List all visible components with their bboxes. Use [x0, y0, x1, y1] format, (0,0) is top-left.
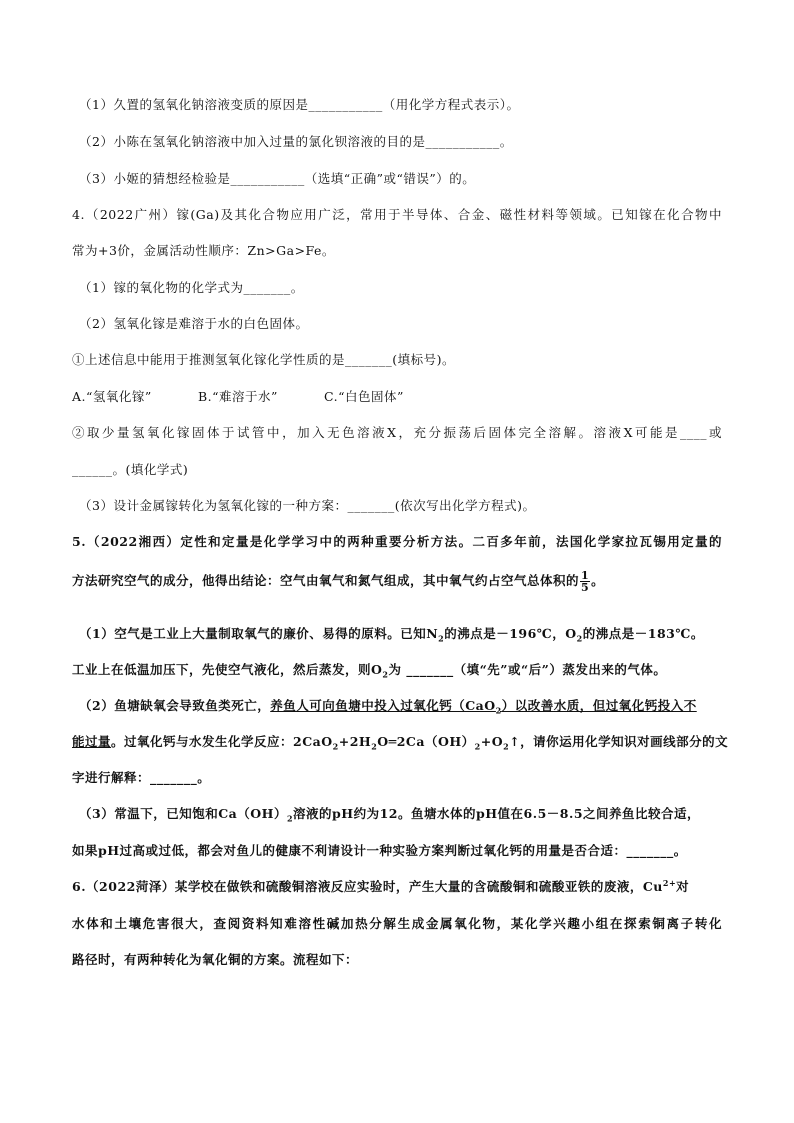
question-4-part-1: （1）镓的氧化物的化学式为_______。	[79, 280, 304, 295]
question-5-part-2-line-1	[79, 697, 729, 715]
text-segment: 对	[676, 879, 690, 894]
text-segment: 6.（2022菏泽）某学校在做铁和硫酸铜溶液反应实验时，产生大量的含硫酸铜和硫酸亚铁的废液，Cu	[72, 879, 663, 894]
text-segment: 养鱼人可向鱼塘中投入过氧化钙（CaO	[270, 698, 496, 713]
subscript: 2	[286, 813, 294, 824]
text-segment: 的沸点是－183℃。	[582, 626, 704, 641]
superscript: 2+	[662, 877, 677, 888]
question-4-stem-line-1: 4.（2022广州）镓(Ga)及其化合物应用广泛，常用于半导体、合金、磁性材料等领域。已知镓在化合物中	[72, 207, 722, 222]
option-a: A.“氢氧化镓”	[72, 389, 152, 404]
fraction-denominator: 5	[581, 581, 590, 594]
subscript: 2	[474, 741, 481, 752]
subscript: 2	[371, 741, 378, 752]
question-5-stem-line-2	[72, 570, 722, 593]
subscript: 2	[576, 633, 583, 644]
question-5-part-3-line-1	[79, 805, 729, 823]
underlined-text: 能过量	[72, 734, 112, 749]
question-6-stem-line-2: 水体和土壤危害很大，查阅资料知难溶性碱加热分解生成金属氧化物，某化学兴趣小组在探索铜离子转化	[72, 916, 722, 931]
subscript: 2	[503, 741, 510, 752]
option-b: B.“难溶于水”	[198, 389, 278, 404]
text-segment: +2H	[338, 734, 372, 749]
question-3-part-3: （3）小姬的猜想经检验是___________（选填“正确”或“错误”）的。	[79, 171, 476, 186]
question-4-subpart-2-line-1: ②取少量氢氧化镓固体于试管中，加入无色溶液X，充分振荡后固体完全溶解。溶液X可能是____或	[72, 425, 722, 440]
fraction-numerator: 1	[581, 569, 590, 582]
question-4-part-3: （3）设计金属镓转化为氢氧化镓的一种方案：_______(依次写出化学方程式)。	[79, 498, 536, 513]
text-segment: 的沸点是－196℃，O	[444, 626, 577, 641]
question-4-part-2: （2）氢氧化镓是难溶于水的白色固体。	[79, 316, 309, 331]
fraction	[580, 570, 590, 593]
stem-text: 方法研究空气的成分，他得出结论：空气由氧气和氮气组成，其中氧气约占空气总体积的	[72, 573, 580, 588]
text-segment: （1）空气是工业上大量制取氧气的廉价、易得的原料。已知N	[79, 626, 439, 641]
question-5-part-1-line-1	[79, 625, 729, 643]
question-6-stem-line-1	[72, 878, 722, 896]
question-4-options	[72, 388, 722, 406]
text-segment: 工业上在低温加压下，先使空气液化，然后蒸发，则O	[72, 662, 383, 677]
subscript: 2	[382, 669, 389, 680]
text-segment: （2）鱼塘缺氧会导致鱼类死亡，	[79, 698, 271, 713]
question-4-subpart-2-line-2: ______。(填化学式)	[72, 462, 189, 477]
text-segment: ↑，请你运用化学知识对画线部分的文	[509, 734, 729, 749]
question-4-subpart-1: ①上述信息中能用于推测氢氧化镓化学性质的是_______(填标号)。	[72, 352, 456, 367]
subscript: 2	[332, 741, 339, 752]
subscript: 2	[495, 705, 502, 716]
stem-end: 。	[591, 573, 605, 588]
option-c: C.“白色固体”	[324, 389, 404, 404]
text-segment: 。过氧化钙与水发生化学反应：2CaO	[111, 734, 333, 749]
underlined-text	[270, 698, 697, 716]
text-segment: ）以改善水质，但过氧化钙投入不	[501, 698, 697, 713]
text-segment: 为 _______（填“先”或“后”）蒸发出来的气体。	[388, 662, 667, 677]
text-segment: 溶液的pH约为12。鱼塘水体的pH值在6.5－8.5之间养鱼比较合适，	[293, 806, 701, 821]
question-5-stem-line-1: 5.（2022湘西）定性和定量是化学学习中的两种重要分析方法。二百多年前，法国化学家拉瓦锡用定量的	[72, 534, 722, 549]
question-6-stem-line-3: 路径时，有两种转化为氧化铜的方案。流程如下：	[72, 952, 359, 967]
question-5-part-2-line-3: 字进行解释：_______。	[72, 770, 211, 785]
question-5-part-3-line-2: 如果pH过高或过低，都会对鱼儿的健康不利请设计一种实验方案判断过氧化钙的用量是否合适：_______。	[72, 843, 687, 858]
question-3-part-2: （2）小陈在氢氧化钠溶液中加入过量的氯化钡溶液的目的是___________。	[79, 134, 513, 149]
text-segment: +O	[480, 734, 504, 749]
question-5-part-2-line-2	[72, 733, 729, 752]
text-segment: （3）常温下，已知饱和Ca（OH）	[79, 806, 287, 821]
subscript: 2	[438, 633, 445, 644]
question-3-part-1: （1）久置的氢氧化钠溶液变质的原因是___________（用化学方程式表示）。	[79, 97, 520, 112]
question-4-stem-line-2: 常为+3价，金属活动性顺序：Zn>Ga>Fe。	[72, 243, 335, 258]
question-5-part-1-line-2	[72, 661, 722, 679]
text-segment: O═2Ca（OH）	[377, 734, 475, 749]
